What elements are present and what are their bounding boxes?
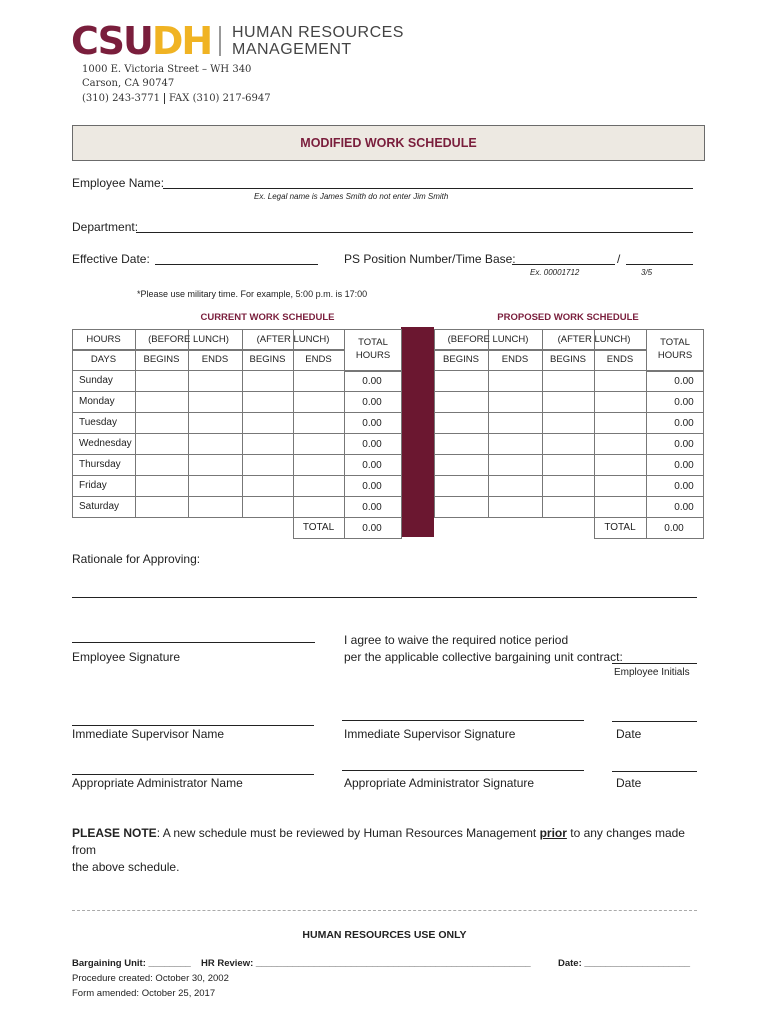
time-input-cell[interactable]: [188, 412, 243, 434]
time-input-cell[interactable]: [188, 433, 243, 455]
admin-name-label: Appropriate Administrator Name: [72, 776, 243, 790]
supervisor-signature-label: Immediate Supervisor Signature: [344, 727, 516, 741]
military-time-note: *Please use military time. For example, 5:00 p.m. is 17:00: [137, 289, 368, 299]
proposed-row-total: 0.00: [674, 502, 694, 513]
time-input-cell[interactable]: [434, 454, 489, 476]
hr-use-only-heading: HUMAN RESOURCES USE ONLY: [302, 929, 467, 941]
time-input-cell[interactable]: [594, 475, 647, 497]
waive-notice-line2: per the applicable collective bargaining unit contract:: [344, 650, 623, 664]
time-base-field[interactable]: [626, 264, 693, 265]
csudh-logo: [71, 19, 212, 63]
time-input-cell[interactable]: [242, 412, 294, 434]
proposed-row-total: 0.00: [674, 397, 694, 408]
time-input-cell[interactable]: [293, 391, 345, 413]
day-label: Monday: [79, 396, 115, 407]
supervisor-signature-line[interactable]: [342, 720, 584, 721]
column-header: (AFTER LUNCH): [557, 334, 631, 345]
time-input-cell[interactable]: [594, 370, 647, 392]
time-input-cell[interactable]: [135, 496, 189, 518]
time-input-cell[interactable]: [488, 412, 543, 434]
ps-position-example: Ex. 00001712: [530, 268, 580, 277]
time-input-cell[interactable]: [488, 454, 543, 476]
employee-initials-label: Employee Initials: [614, 667, 690, 678]
time-input-cell[interactable]: [188, 391, 243, 413]
please-note-prior: prior: [539, 826, 567, 840]
column-header: HOURS: [86, 334, 121, 345]
logo-divider: [219, 26, 221, 56]
time-input-cell[interactable]: [594, 433, 647, 455]
time-input-cell[interactable]: [293, 412, 345, 434]
current-total-hours-header: TOTAL HOURS: [355, 337, 391, 361]
time-input-cell[interactable]: [594, 391, 647, 413]
proposed-row-total: 0.00: [674, 460, 694, 471]
column-header: BEGINS: [143, 354, 180, 365]
please-note-text2: to any changes made from: [72, 826, 685, 857]
employee-signature-line[interactable]: [72, 642, 315, 643]
time-input-cell[interactable]: [242, 475, 294, 497]
employee-name-field[interactable]: [163, 188, 693, 189]
rationale-field[interactable]: [72, 597, 697, 598]
current-grand-total: 0.00: [362, 523, 382, 534]
time-input-cell[interactable]: [242, 391, 294, 413]
dept-name-line2: MANAGEMENT: [232, 41, 352, 58]
supervisor-date-line[interactable]: [612, 721, 697, 722]
time-input-cell[interactable]: [542, 496, 595, 518]
proposed-total-hours-header: TOTAL HOURS: [657, 337, 693, 361]
time-input-cell[interactable]: [542, 391, 595, 413]
day-label: Friday: [79, 480, 107, 491]
proposed-row-total: 0.00: [674, 439, 694, 450]
address-city: Carson, CA 90747: [82, 78, 175, 89]
proposed-row-total: 0.00: [674, 376, 694, 387]
schedule-divider: [401, 327, 434, 537]
dept-name-line1: HUMAN RESOURCES: [232, 24, 404, 41]
proposed-row-total: 0.00: [674, 418, 694, 429]
employee-signature-label: Employee Signature: [72, 650, 181, 664]
time-input-cell[interactable]: [242, 496, 294, 518]
employee-name-hint: Ex. Legal name is James Smith do not enter Jim Smith: [254, 192, 449, 201]
day-label: Saturday: [79, 501, 120, 512]
time-input-cell[interactable]: [488, 370, 543, 392]
supervisor-name-label: Immediate Supervisor Name: [72, 727, 225, 741]
time-base-example: 3/5: [641, 268, 653, 277]
contact-phone-fax: [82, 92, 271, 106]
footer-divider: [72, 910, 697, 911]
time-input-cell[interactable]: [542, 412, 595, 434]
hr-review-field[interactable]: HR Review: ____________________________________________________: [201, 958, 531, 969]
proposed-row-total: 0.00: [674, 481, 694, 492]
time-input-cell[interactable]: [434, 412, 489, 434]
column-header: ENDS: [606, 354, 634, 365]
time-input-cell[interactable]: [434, 496, 489, 518]
ps-slash: /: [617, 252, 621, 266]
current-row-total: 0.00: [362, 481, 382, 492]
admin-date-line[interactable]: [612, 771, 697, 772]
proposed-total-label: TOTAL: [604, 522, 636, 533]
column-header: (BEFORE LUNCH): [148, 334, 229, 345]
time-input-cell[interactable]: [293, 475, 345, 497]
proposed-schedule-heading: PROPOSED WORK SCHEDULE: [497, 312, 639, 323]
logo-csu: CSU: [71, 19, 152, 63]
time-input-cell[interactable]: [293, 370, 345, 392]
day-label: Thursday: [79, 459, 121, 470]
ps-position-field[interactable]: [512, 264, 615, 265]
time-input-cell[interactable]: [188, 475, 243, 497]
time-input-cell[interactable]: [293, 454, 345, 476]
current-schedule-heading: CURRENT WORK SCHEDULE: [200, 312, 335, 323]
time-input-cell[interactable]: [135, 454, 189, 476]
column-header: (BEFORE LUNCH): [447, 334, 529, 345]
column-header: BEGINS: [443, 354, 479, 365]
effective-date-field[interactable]: [155, 264, 318, 265]
supervisor-date-label: Date: [616, 727, 642, 741]
time-input-cell[interactable]: [594, 496, 647, 518]
department-label: Department:: [72, 220, 139, 234]
hr-date-field[interactable]: Date: ____________________: [558, 958, 691, 969]
current-row-total: 0.00: [362, 502, 382, 513]
time-input-cell[interactable]: [242, 370, 294, 392]
time-input-cell[interactable]: [488, 475, 543, 497]
day-label: Tuesday: [79, 417, 117, 428]
day-label: Wednesday: [79, 438, 132, 449]
time-input-cell[interactable]: [542, 433, 595, 455]
waive-notice-line1: I agree to waive the required notice period: [344, 633, 569, 647]
time-input-cell[interactable]: [188, 370, 243, 392]
bargaining-unit-field[interactable]: Bargaining Unit: ________: [72, 958, 191, 969]
admin-signature-line[interactable]: [342, 770, 584, 771]
time-input-cell[interactable]: [135, 412, 189, 434]
supervisor-name-line[interactable]: [72, 725, 314, 726]
logo-dh: DH: [151, 19, 212, 63]
time-input-cell[interactable]: [434, 391, 489, 413]
column-header: ENDS: [201, 354, 229, 365]
time-input-cell[interactable]: [188, 496, 243, 518]
time-input-cell[interactable]: [242, 433, 294, 455]
current-row-total: 0.00: [362, 376, 382, 387]
column-header: ENDS: [501, 354, 529, 365]
employee-initials-field[interactable]: [612, 663, 697, 664]
time-input-cell[interactable]: [488, 496, 543, 518]
form-amended: Form amended: October 25, 2017: [72, 988, 216, 999]
time-input-cell[interactable]: [594, 412, 647, 434]
current-row-total: 0.00: [362, 418, 382, 429]
rationale-label: Rationale for Approving:: [72, 552, 201, 566]
department-field[interactable]: [136, 232, 693, 233]
time-input-cell[interactable]: [488, 433, 543, 455]
time-input-cell[interactable]: [242, 454, 294, 476]
column-header: BEGINS: [550, 354, 586, 365]
time-input-cell[interactable]: [135, 370, 189, 392]
time-input-cell[interactable]: [542, 370, 595, 392]
time-input-cell[interactable]: [488, 391, 543, 413]
admin-signature-label: Appropriate Administrator Signature: [344, 776, 535, 790]
time-input-cell[interactable]: [434, 370, 489, 392]
time-input-cell[interactable]: [542, 454, 595, 476]
time-input-cell[interactable]: [135, 391, 189, 413]
procedure-created: Procedure created: October 30, 2002: [72, 973, 229, 984]
ps-position-label: PS Position Number/Time Base:: [344, 252, 516, 266]
time-input-cell[interactable]: [434, 433, 489, 455]
please-note-text1: : A new schedule must be reviewed by Human Resources Management: [156, 826, 540, 840]
please-note-heading: PLEASE NOTE: [72, 826, 157, 840]
time-input-cell[interactable]: [434, 475, 489, 497]
column-header: (AFTER LUNCH): [256, 334, 330, 345]
please-note: [72, 825, 702, 876]
current-total-label: TOTAL: [302, 522, 335, 533]
column-header: DAYS: [90, 354, 117, 365]
effective-date-label: Effective Date:: [72, 252, 150, 266]
current-row-total: 0.00: [362, 460, 382, 471]
time-input-cell[interactable]: [293, 433, 345, 455]
time-input-cell[interactable]: [293, 496, 345, 518]
current-row-total: 0.00: [362, 439, 382, 450]
phone-number: (310) 243-3771: [82, 93, 160, 104]
column-header: ENDS: [305, 354, 332, 365]
time-input-cell[interactable]: [542, 475, 595, 497]
separator: [164, 93, 165, 104]
form-title: MODIFIED WORK SCHEDULE: [300, 136, 477, 150]
employee-name-label: Employee Name:: [72, 176, 165, 190]
time-input-cell[interactable]: [188, 454, 243, 476]
day-label: Sunday: [79, 375, 113, 386]
current-row-total: 0.00: [362, 397, 382, 408]
column-header: BEGINS: [249, 354, 286, 365]
time-input-cell[interactable]: [135, 475, 189, 497]
time-input-cell[interactable]: [135, 433, 189, 455]
proposed-grand-total: 0.00: [664, 523, 684, 534]
time-input-cell[interactable]: [594, 454, 647, 476]
admin-name-line[interactable]: [72, 774, 314, 775]
admin-date-label: Date: [616, 776, 642, 790]
fax-number: FAX (310) 217-6947: [168, 93, 271, 104]
address-street: 1000 E. Victoria Street – WH 340: [82, 64, 252, 75]
please-note-line2: the above schedule.: [72, 860, 180, 874]
